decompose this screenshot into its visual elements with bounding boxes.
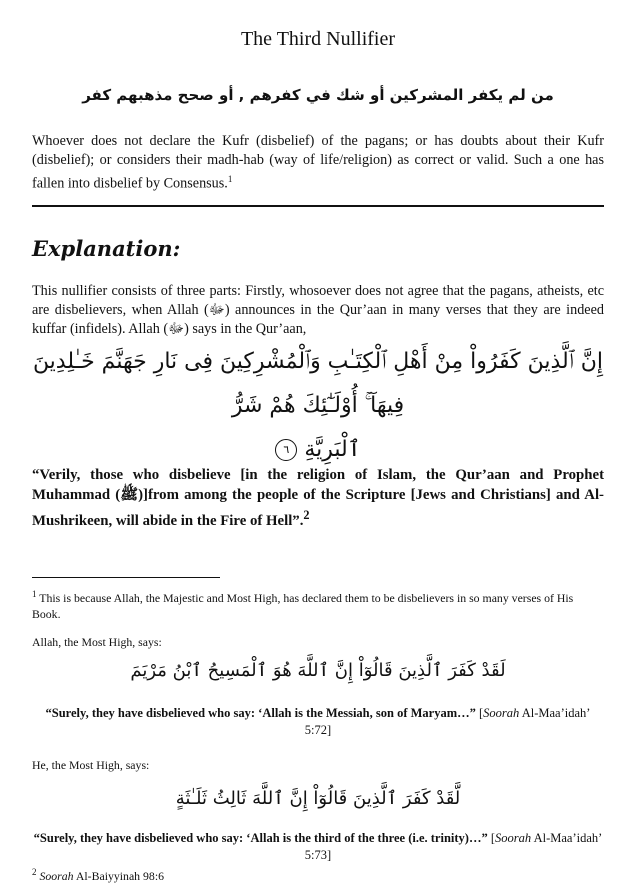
- footnote-2-surah-label: Soorah: [39, 868, 74, 883]
- footnote-ref-1[interactable]: 1: [227, 174, 233, 184]
- quote-2: “Surely, they have disbelieved who say: ‘Allah is the third of the three (i.e. trinity)…” [Soorah Al-Maa’idah’ 5:73]: [33, 831, 603, 862]
- footnote-1: [32, 586, 604, 622]
- quote-2-text: “Surely, they have disbelieved who say: ‘Allah is the third of the three (i.e. trinity)…”: [33, 831, 488, 845]
- quote-2-surah-ref: Al-Maa’idah’ 5:73]: [304, 831, 603, 862]
- says-line-2: He, the Most High, says:: [32, 758, 150, 772]
- verse-line-2-text: ٱلْبَرِيَّةِ: [304, 437, 361, 462]
- arabic-verse-2: لَّقَدْ كَفَرَ ٱلَّذِينَ قَالُوٓاْ إِنَّ ٱللَّهَ ثَالِثُ ثَلَـٰثَةٍ: [175, 788, 461, 809]
- intro-text: Whoever does not declare the Kufr (disbelief) of the pagans; or has doubts about their Kufr (disbelief); or considers their madh-hab (way of life/religion) as correct or valid. Such a one has fallen into disbelief by Consensus.: [32, 133, 604, 192]
- quran-verse: [32, 340, 604, 472]
- footnote-divider: [32, 577, 220, 578]
- verse-line-1: إِنَّ ٱلَّذِينَ كَفَرُواْ مِنْ أَهْلِ ٱلْكِتَـٰبِ وَٱلْمُشْرِكِينَ فِى نَارِ جَهَنَّمَ خَـٰلِدِينَ فِيهَآ ۚ أُوْلَـٰٓئِكَ هُمْ شَرُّ: [32, 349, 604, 418]
- footnote-2-surah-ref: Al-Baiyyinah 98:6: [75, 868, 164, 883]
- section-divider: [32, 205, 604, 207]
- arabic-verse-1: لَقَدْ كَفَرَ ٱلَّذِينَ قَالُوٓاْ إِنَّ ٱللَّهَ هُوَ ٱلْمَسِيحُ ٱبْنُ مَرْيَمَ: [130, 660, 506, 681]
- verse-number-marker: ٦: [275, 439, 297, 461]
- footnote-2-number: 2: [32, 867, 37, 877]
- explanation-heading: Explanation:: [32, 236, 181, 261]
- quote-1-surah-ref: Al-Maa’idah’ 5:72]: [304, 706, 591, 737]
- footnote-ref-2[interactable]: 2: [303, 508, 310, 522]
- translation-text: “Verily, those who disbelieve [in the religion of Islam, the Qur’aan and Prophet Muhammad (ﷺ)]from among the people of the Scripture [Jews and Christians] and Al-Mushrikeen, will abide in the Fire of Hell”.: [32, 467, 604, 529]
- intro-paragraph: [32, 132, 604, 194]
- verse-translation: [32, 465, 604, 531]
- says-line-1: Allah, the Most High, says:: [32, 635, 162, 649]
- footnote-1-text: This is because Allah, the Majestic and Most High, has declared them to be disbelievers in so many verses of His Book.: [32, 590, 574, 621]
- footnote-1-number: 1: [32, 589, 37, 599]
- quote-2-surah-label: Soorah: [495, 831, 532, 845]
- quote-1: “Surely, they have disbelieved who say: ‘Allah is the Messiah, son of Maryam…” [Soorah Al-Maa’idah’ 5:72]: [45, 706, 591, 737]
- footnote-2: [32, 864, 604, 884]
- quote-1-text: “Surely, they have disbelieved who say: ‘Allah is the Messiah, son of Maryam…”: [45, 706, 476, 720]
- arabic-heading: من لم يكفر المشركين أو شك في كفرهم , أو صحح مذهبهم كفر: [82, 86, 554, 104]
- quote-1-surah-label: Soorah: [483, 706, 520, 720]
- page-title: The Third Nullifier: [240, 28, 396, 50]
- explanation-paragraph: This nullifier consists of three parts: Firstly, whosoever does not agree that the pagans, atheists, etc are disbelievers, when Allah (ﷻ) announces in the Qur’aan in many verses that they are indeed kuffar (infidels). Allah (ﷻ) says in the Qur’aan,: [32, 283, 604, 337]
